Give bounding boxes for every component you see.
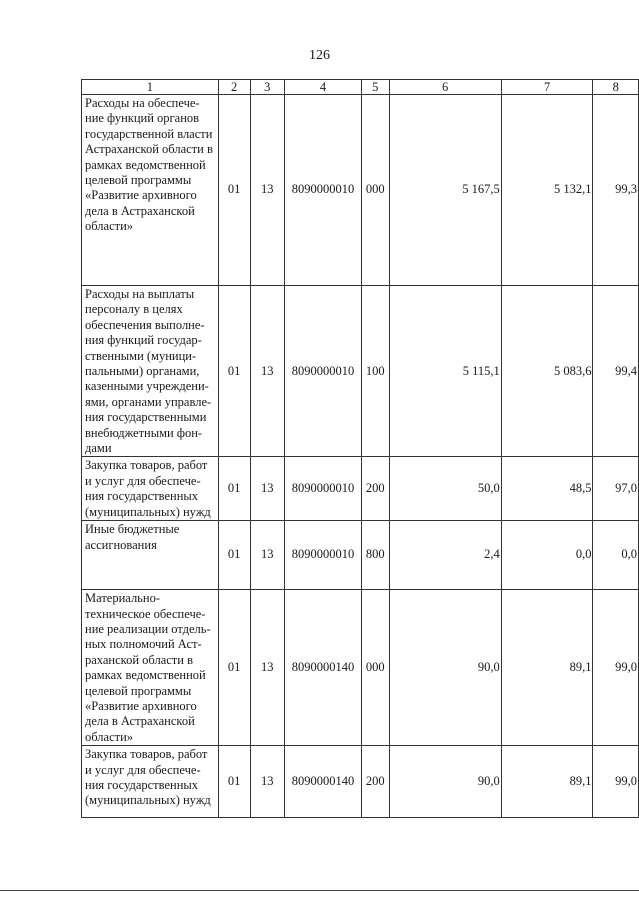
cell-col6: 2,4 bbox=[389, 521, 501, 590]
header-col-6: 6 bbox=[389, 80, 501, 95]
table-row bbox=[82, 746, 639, 818]
table-row bbox=[82, 521, 639, 590]
cell-col4: 8090000140 bbox=[285, 746, 362, 818]
cell-col7: 89,1 bbox=[501, 590, 593, 746]
cell-col4: 8090000010 bbox=[285, 457, 362, 521]
cell-col4: 8090000010 bbox=[285, 95, 362, 286]
cell-col7: 0,0 bbox=[501, 521, 593, 590]
cell-col5: 200 bbox=[362, 457, 389, 521]
row-name: Расходы на выплаты персоналу в целях обеспечения выполне- ния функций государ- ственными (муници- пальными) органами, казенными учреждени- ями, органами управле- ния государственными внебюджетными фон- дами bbox=[82, 286, 219, 457]
cell-col8: 99,0 bbox=[593, 746, 639, 818]
cell-col4: 8090000010 bbox=[285, 521, 362, 590]
cell-col2: 01 bbox=[218, 590, 250, 746]
cell-col7: 5 083,6 bbox=[501, 286, 593, 457]
cell-col7: 48,5 bbox=[501, 457, 593, 521]
cell-col6: 5 167,5 bbox=[389, 95, 501, 286]
cell-col8: 97,0 bbox=[593, 457, 639, 521]
header-col-1: 1 bbox=[82, 80, 219, 95]
cell-col3: 13 bbox=[250, 746, 285, 818]
header-col-7: 7 bbox=[501, 80, 593, 95]
cell-col5: 000 bbox=[362, 95, 389, 286]
budget-table bbox=[81, 79, 639, 818]
header-col-3: 3 bbox=[250, 80, 285, 95]
header-col-5: 5 bbox=[362, 80, 389, 95]
cell-col7: 89,1 bbox=[501, 746, 593, 818]
cell-col2: 01 bbox=[218, 95, 250, 286]
cell-col4: 8090000010 bbox=[285, 286, 362, 457]
cell-col4: 8090000140 bbox=[285, 590, 362, 746]
cell-col2: 01 bbox=[218, 286, 250, 457]
row-name: Расходы на обеспече- ние функций органов государственной власти Астраханской области в рамках ведомственной целевой программы «Развитие архивного дела в Астраханской области» bbox=[82, 95, 219, 286]
cell-col8: 99,0 bbox=[593, 590, 639, 746]
page-bottom-rule bbox=[0, 890, 639, 891]
table-row bbox=[82, 590, 639, 746]
cell-col6: 5 115,1 bbox=[389, 286, 501, 457]
cell-col7: 5 132,1 bbox=[501, 95, 593, 286]
row-name: Материально- техническое обеспече- ние реализации отдель- ных полномочий Аст- раханской области в рамках ведомственной целевой программы «Развитие архивного дела в Астраханской области» bbox=[82, 590, 219, 746]
row-name: Закупка товаров, работ и услуг для обеспече- ния государственных (муниципальных) нужд bbox=[82, 746, 219, 818]
cell-col5: 000 bbox=[362, 590, 389, 746]
header-col-8: 8 bbox=[593, 80, 639, 95]
table-row bbox=[82, 95, 639, 286]
cell-col6: 50,0 bbox=[389, 457, 501, 521]
cell-col2: 01 bbox=[218, 457, 250, 521]
cell-col3: 13 bbox=[250, 286, 285, 457]
cell-col3: 13 bbox=[250, 457, 285, 521]
cell-col6: 90,0 bbox=[389, 590, 501, 746]
cell-col2: 01 bbox=[218, 746, 250, 818]
row-name: Закупка товаров, работ и услуг для обеспече- ния государственных (муниципальных) нужд bbox=[82, 457, 219, 521]
cell-col6: 90,0 bbox=[389, 746, 501, 818]
cell-col2: 01 bbox=[218, 521, 250, 590]
page-number: 126 bbox=[309, 48, 330, 63]
cell-col8: 0,0 bbox=[593, 521, 639, 590]
cell-col3: 13 bbox=[250, 590, 285, 746]
cell-col8: 99,3 bbox=[593, 95, 639, 286]
header-col-4: 4 bbox=[285, 80, 362, 95]
cell-col5: 100 bbox=[362, 286, 389, 457]
cell-col3: 13 bbox=[250, 521, 285, 590]
table-row bbox=[82, 457, 639, 521]
cell-col5: 800 bbox=[362, 521, 389, 590]
cell-col5: 200 bbox=[362, 746, 389, 818]
header-col-2: 2 bbox=[218, 80, 250, 95]
table-row bbox=[82, 286, 639, 457]
cell-col8: 99,4 bbox=[593, 286, 639, 457]
cell-col3: 13 bbox=[250, 95, 285, 286]
row-name: Иные бюджетные ассигнования bbox=[82, 521, 219, 590]
header-row bbox=[82, 80, 639, 95]
